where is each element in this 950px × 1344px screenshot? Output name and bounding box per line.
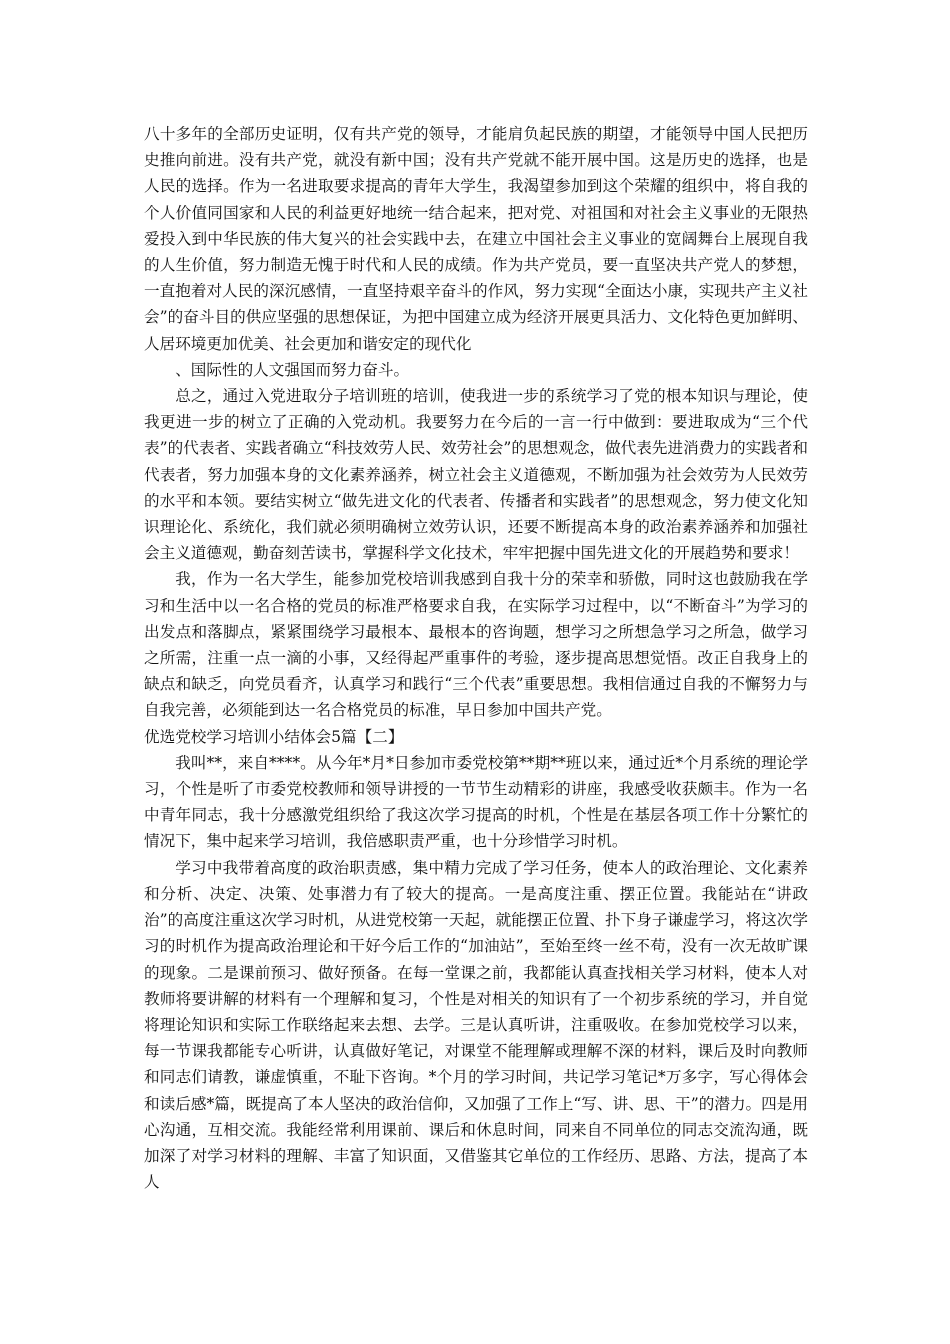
paragraph-student: 我，作为一名大学生，能参加党校培训我感到自我十分的荣幸和骄傲，同时这也鼓励我在学习和生活中以一名合格的党员的标准严格要求自我，在实际学习过程中，以“不断奋斗”为学习的出发点和落脚点，紧紧围绕学习最根本、最根本的咨询题，想学习之所想急学习之所急，做学习之所需，注重一点一滴的小事，又经得起严重事件的考验，逐步提高思想觉悟。改正自我身上的缺点和缺乏，向党员看齐，认真学习和践行“三个代表”重要思想。我相信通过自我的不懈努力与自我完善，必须能到达一名合格党员的标准，早日参加中国共产党。	[144, 570, 808, 720]
paragraph-study-details: 学习中我带着高度的政治职责感，集中精力完成了学习任务，使本人的政治理论、文化素养和分析、决定、决策、处事潜力有了较大的提高。一是高度注重、摆正位置。我能站在“讲政治”的高度注重这次学习时机，从进党校第一天起，就能摆正位置、扑下身子谦虚学习，将这次学习的时机作为提高政治理论和干好今后工作的“加油站”，至始至终一丝不苟，没有一次无故旷课的现象。二是课前预习、做好预备。在每一堂课之前，我都能认真查找相关学习材料，使本人对教师将要讲解的材料有一个理解和复习，个性是对相关的知识有了一个初步系统的学习，并自觉将理论知识和实际工作联络起来去想、去学。三是认真听讲，注重吸收。在参加党校学习以来，每一节课我都能专心听讲，认真做好笔记，对课堂不能理解或理解不深的材料，课后及时向教师和同志们请教，谦虚慎重，不耻下咨询。*个月的学习时间，共记学习笔记*万多字，写心得体会和读后感*篇，既提高了本人坚决的政治信仰，又加强了工作上“写、讲、思、干”的潜力。四是用心沟通，互相交流。我能经常利用课前、课后和休息时间，同来自不同单位的同志交流沟通，既加深了对学习材料的理解、丰富了知识面，又借鉴其它单位的工作经历、思路、方法，提高了本人	[144, 858, 808, 1192]
paragraph-continuation: 、国际性的人文强国而努力奋斗。	[175, 360, 410, 379]
paragraph-history: 八十多年的全部历史证明，仅有共产党的领导，才能肩负起民族的期望，才能领导中国人民把历史推向前进。没有共产党，就没有新中国；没有共产党就不能开展中国。这是历史的选择，也是人民的选择。作为一名进取要求提高的青年大学生，我渴望参加到这个荣耀的组织中，将自我的个人价值同国家和人民的利益更好地统一结合起来，把对党、对祖国和对社会主义事业的无限热爱投入到中华民族的伟大复兴的社会实践中去，在建立中国社会主义事业的宽阔舞台上展现自我的人生价值，努力制造无愧于时代和人民的成绩。作为共产党员，要一直坚决共产党人的梦想，一直抱着对人民的深沉感情，一直坚持艰辛奋斗的作风，努力实现“全面达小康，实现共产主义社会”的奋斗目的供应坚强的思想保证，为把中国建立成为经济开展更具活力、文化特色更加鲜明、人居环境更加优美、社会更加和谐安定的现代化	[144, 125, 808, 353]
paragraph-summary: 总之，通过入党进取分子培训班的培训，使我进一步的系统学习了党的根本知识与理论，使我更进一步的树立了正确的入党动机。我要努力在今后的一言一行中做到：要进取成为“三个代表”的代表者、实践者确立“科技效劳人民、效劳社会”的思想观念，做代表先进消费力的实践者和代表者，努力加强本身的文化素养涵养，树立社会主义道德观，不断加强为社会效劳为人民效劳的水平和本领。要结实树立“做先进文化的代表者、传播者和实践者”的思想观念，努力使文化知识理论化、系统化，我们就必须明确树立效劳认识，还要不断提高本身的政治素养涵养和加强社会主义道德观，勤奋刻苦读书，掌握科学文化技术，牢牢把握中国先进文化的开展趋势和要求！	[144, 387, 808, 563]
paragraph-introduction: 我叫**，来自****。从今年*月*日参加市委党校第**期**班以来，通过近*个月系统的理论学习，个性是听了市委党校教师和领导讲授的一节节生动精彩的讲座，我感受收获颇丰。作为一名中青年同志，我十分感激党组织给了我这次学习提高的时机，个性是在基层各项工作十分繁忙的情况下，集中起来学习培训，我倍感职责严重，也十分珍惜学习时机。	[144, 753, 808, 851]
section-heading: 优选党校学习培训小结体会5篇【二】	[144, 727, 404, 746]
document-page	[144, 121, 808, 1195]
